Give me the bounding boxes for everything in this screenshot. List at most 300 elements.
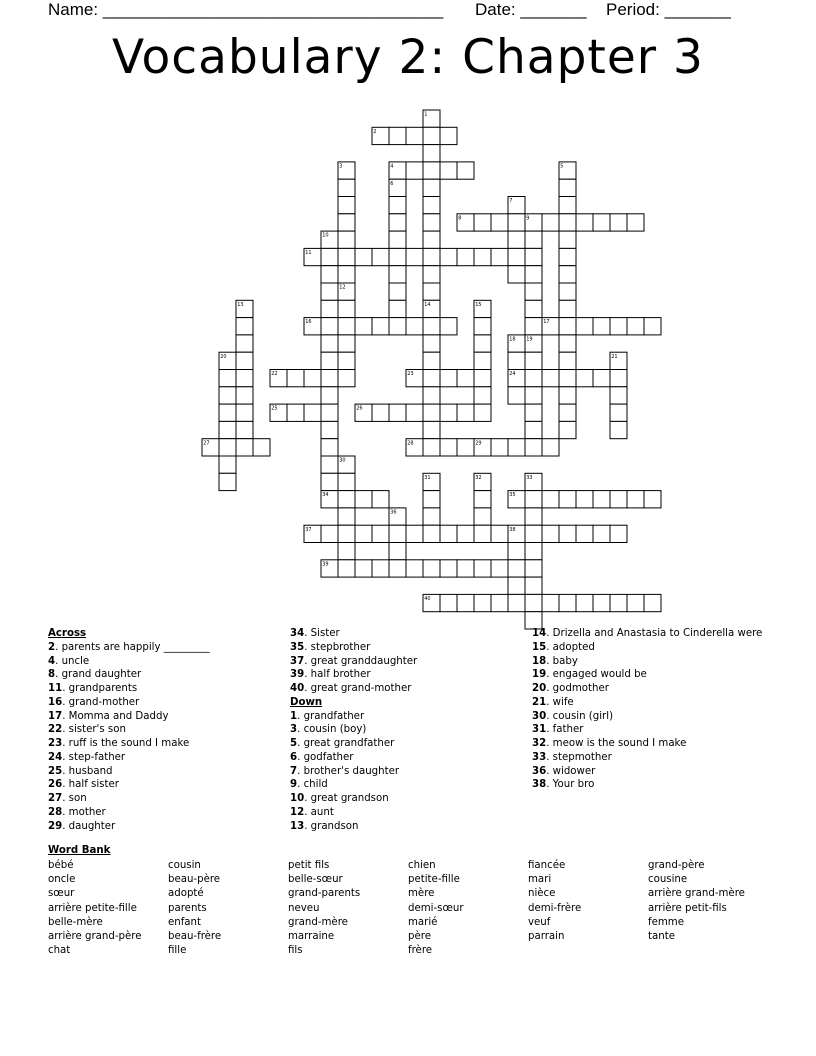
grid-cell[interactable] — [423, 162, 440, 179]
grid-cell[interactable] — [525, 283, 542, 300]
grid-cell[interactable] — [338, 543, 355, 560]
grid-cell[interactable] — [219, 456, 236, 473]
grid-cell[interactable] — [491, 248, 508, 265]
word-bank-word: sœur — [48, 888, 75, 900]
grid-cell[interactable] — [406, 560, 423, 577]
grid-cell[interactable] — [525, 266, 542, 283]
grid-cell[interactable] — [559, 214, 576, 231]
grid-cell[interactable] — [593, 214, 610, 231]
across-clue — [48, 820, 210, 834]
grid-cell[interactable] — [542, 214, 559, 231]
grid-cell[interactable] — [644, 318, 661, 335]
grid-cell[interactable] — [287, 404, 304, 421]
grid-cell[interactable] — [525, 560, 542, 577]
clue-text: . Drizella and Anastasia to Cinderella were — [546, 628, 763, 639]
grid-cell[interactable] — [389, 300, 406, 317]
grid-cell[interactable] — [287, 370, 304, 387]
grid-cell[interactable] — [389, 197, 406, 214]
grid-cell[interactable] — [559, 335, 576, 352]
grid-cell[interactable] — [406, 525, 423, 542]
grid-cell[interactable] — [304, 404, 321, 421]
down-clue — [532, 668, 762, 682]
grid-cell[interactable] — [406, 318, 423, 335]
grid-cell[interactable] — [219, 439, 236, 456]
grid-cell[interactable] — [542, 491, 559, 508]
grid-cell[interactable] — [593, 318, 610, 335]
grid-cell[interactable] — [440, 370, 457, 387]
grid-cell[interactable] — [389, 231, 406, 248]
grid-cell[interactable] — [338, 473, 355, 490]
grid-cell[interactable] — [423, 421, 440, 438]
clue-text: . uncle — [55, 655, 90, 667]
grid-cell[interactable] — [559, 179, 576, 196]
word-bank-word: arrière petit-fils — [648, 902, 727, 914]
grid-cell[interactable] — [644, 491, 661, 508]
grid-cell[interactable] — [355, 318, 372, 335]
grid-cell[interactable] — [338, 214, 355, 231]
grid-cell[interactable] — [423, 127, 440, 144]
clue-text: . grandson — [304, 820, 359, 832]
grid-cell[interactable] — [236, 439, 253, 456]
grid-cell[interactable] — [219, 404, 236, 421]
grid-cell[interactable] — [457, 525, 474, 542]
grid-cell[interactable] — [253, 439, 270, 456]
grid-cell[interactable] — [525, 594, 542, 611]
down-clue — [532, 655, 762, 669]
grid-cell[interactable] — [525, 491, 542, 508]
clue-number: 34 — [322, 492, 329, 499]
grid-cell[interactable] — [440, 525, 457, 542]
word-bank-word: arrière grand-mère — [648, 888, 745, 900]
word-bank-word: parents — [168, 902, 207, 914]
clue-number: 30 — [532, 710, 547, 722]
grid-cell[interactable] — [559, 525, 576, 542]
grid-cell[interactable] — [236, 335, 253, 352]
grid-cell[interactable] — [338, 197, 355, 214]
grid-cell[interactable] — [593, 491, 610, 508]
clue-number: 31 — [424, 474, 431, 481]
clue-number: 34 — [290, 628, 305, 639]
word-bank-word: chat — [48, 945, 71, 957]
grid-cell[interactable] — [338, 352, 355, 369]
grid-cell[interactable] — [321, 318, 338, 335]
grid-cell[interactable] — [338, 266, 355, 283]
grid-cell[interactable] — [627, 318, 644, 335]
grid-cell[interactable] — [559, 283, 576, 300]
clue-number: 29 — [48, 820, 63, 832]
grid-cell[interactable] — [372, 491, 389, 508]
grid-cell[interactable] — [559, 421, 576, 438]
grid-cell[interactable] — [525, 352, 542, 369]
grid-cell[interactable] — [321, 266, 338, 283]
grid-cell[interactable] — [423, 145, 440, 162]
grid-cell[interactable] — [559, 197, 576, 214]
grid-cell[interactable] — [321, 352, 338, 369]
grid-cell[interactable] — [559, 594, 576, 611]
across-clue — [48, 806, 210, 820]
grid-cell[interactable] — [423, 352, 440, 369]
grid-cell[interactable] — [219, 387, 236, 404]
grid-cell[interactable] — [440, 594, 457, 611]
grid-cell[interactable] — [491, 439, 508, 456]
clue-text: . half brother — [304, 669, 371, 681]
grid-cell[interactable] — [236, 421, 253, 438]
grid-cell[interactable] — [440, 248, 457, 265]
grid-cell[interactable] — [423, 491, 440, 508]
grid-cell[interactable] — [525, 404, 542, 421]
grid-cell[interactable] — [236, 318, 253, 335]
grid-cell[interactable] — [491, 594, 508, 611]
grid-cell[interactable] — [491, 214, 508, 231]
grid-cell[interactable] — [559, 404, 576, 421]
grid-cell[interactable] — [321, 439, 338, 456]
grid-cell[interactable] — [474, 404, 491, 421]
grid-cell[interactable] — [338, 300, 355, 317]
grid-cell[interactable] — [508, 439, 525, 456]
grid-cell[interactable] — [610, 404, 627, 421]
grid-cell[interactable] — [474, 525, 491, 542]
word-bank-word: mari — [528, 874, 552, 886]
grid-cell[interactable] — [593, 370, 610, 387]
grid-cell[interactable] — [389, 318, 406, 335]
grid-cell[interactable] — [525, 318, 542, 335]
grid-cell[interactable] — [423, 404, 440, 421]
grid-cell[interactable] — [508, 266, 525, 283]
grid-cell[interactable] — [423, 560, 440, 577]
clue-number: 17 — [543, 319, 550, 326]
grid-cell[interactable] — [355, 491, 372, 508]
grid-cell[interactable] — [423, 370, 440, 387]
grid-cell[interactable] — [576, 214, 593, 231]
clue-number: 12 — [339, 284, 346, 291]
grid-cell[interactable] — [321, 456, 338, 473]
grid-cell[interactable] — [321, 421, 338, 438]
grid-cell[interactable] — [559, 300, 576, 317]
grid-cell[interactable] — [559, 352, 576, 369]
grid-cell[interactable] — [508, 352, 525, 369]
grid-cell[interactable] — [559, 387, 576, 404]
grid-cell[interactable] — [236, 352, 253, 369]
grid-cell[interactable] — [610, 214, 627, 231]
grid-cell[interactable] — [389, 248, 406, 265]
grid-cell[interactable] — [627, 491, 644, 508]
clue-text: . cousin (boy) — [297, 724, 367, 736]
clue-text: . stepmother — [546, 751, 612, 763]
grid-cell[interactable] — [389, 404, 406, 421]
grid-cell[interactable] — [474, 370, 491, 387]
grid-cell[interactable] — [440, 560, 457, 577]
grid-cell[interactable] — [474, 560, 491, 577]
grid-cell[interactable] — [525, 248, 542, 265]
grid-cell[interactable] — [423, 214, 440, 231]
grid-cell[interactable] — [338, 370, 355, 387]
grid-cell[interactable] — [525, 508, 542, 525]
grid-cell[interactable] — [627, 594, 644, 611]
grid-cell[interactable] — [474, 214, 491, 231]
clue-text: . meow is the sound I make — [546, 738, 687, 749]
grid-cell[interactable] — [457, 560, 474, 577]
grid-cell[interactable] — [457, 594, 474, 611]
grid-cell[interactable] — [559, 266, 576, 283]
grid-cell[interactable] — [236, 387, 253, 404]
grid-cell[interactable] — [219, 473, 236, 490]
grid-cell[interactable] — [474, 491, 491, 508]
grid-cell[interactable] — [559, 231, 576, 248]
grid-cell[interactable] — [372, 525, 389, 542]
grid-cell[interactable] — [610, 318, 627, 335]
grid-cell[interactable] — [525, 577, 542, 594]
grid-cell[interactable] — [559, 318, 576, 335]
clue-number: 7 — [290, 765, 298, 777]
grid-cell[interactable] — [389, 127, 406, 144]
grid-cell[interactable] — [474, 508, 491, 525]
grid-cell[interactable] — [372, 248, 389, 265]
grid-cell[interactable] — [423, 508, 440, 525]
grid-cell[interactable] — [440, 162, 457, 179]
grid-cell[interactable] — [389, 560, 406, 577]
clue-text: . son — [62, 793, 87, 804]
grid-cell[interactable] — [321, 525, 338, 542]
clues-column-2 — [290, 627, 417, 833]
grid-cell[interactable] — [423, 318, 440, 335]
across-clue — [290, 627, 417, 641]
grid-cell[interactable] — [525, 421, 542, 438]
grid-cell[interactable] — [321, 370, 338, 387]
grid-cell[interactable] — [321, 283, 338, 300]
word-bank-word: oncle — [48, 874, 76, 886]
grid-cell[interactable] — [423, 387, 440, 404]
word-bank-column — [168, 859, 221, 958]
grid-cell[interactable] — [321, 300, 338, 317]
down-clue — [290, 765, 417, 779]
grid-cell[interactable] — [491, 560, 508, 577]
clue-number: 6 — [390, 180, 394, 187]
grid-cell[interactable] — [440, 318, 457, 335]
clue-text: . grandfather — [297, 710, 365, 722]
grid-cell[interactable] — [321, 473, 338, 490]
grid-cell[interactable] — [321, 248, 338, 265]
grid-cell[interactable] — [406, 248, 423, 265]
grid-cell[interactable] — [525, 300, 542, 317]
grid-cell[interactable] — [508, 387, 525, 404]
grid-cell[interactable] — [372, 318, 389, 335]
grid-cell[interactable] — [355, 560, 372, 577]
grid-cell[interactable] — [423, 248, 440, 265]
down-clue — [290, 710, 417, 724]
grid-cell[interactable] — [338, 491, 355, 508]
clue-number: 37 — [290, 655, 305, 667]
clue-text: . great grand-mother — [304, 683, 412, 694]
clue-number: 16 — [305, 319, 312, 326]
down-clue — [290, 806, 417, 820]
grid-cell[interactable] — [423, 283, 440, 300]
grid-cell[interactable] — [457, 248, 474, 265]
grid-cell[interactable] — [576, 594, 593, 611]
grid-cell[interactable] — [610, 525, 627, 542]
down-clue — [290, 820, 417, 834]
grid-cell[interactable] — [610, 491, 627, 508]
grid-cell[interactable] — [389, 283, 406, 300]
grid-cell[interactable] — [321, 404, 338, 421]
grid-cell[interactable] — [423, 525, 440, 542]
word-bank-word: demi-frère — [528, 902, 582, 914]
clue-number: 12 — [290, 806, 305, 818]
clues-column-1 — [48, 627, 210, 833]
name-field[interactable]: Name: ____________________________________ — [48, 0, 444, 19]
grid-cell[interactable] — [338, 508, 355, 525]
grid-cell[interactable] — [525, 231, 542, 248]
grid-cell[interactable] — [219, 370, 236, 387]
clue-text: . Momma and Daddy — [62, 710, 169, 722]
grid-cell[interactable] — [389, 214, 406, 231]
grid-cell[interactable] — [338, 248, 355, 265]
grid-cell[interactable] — [644, 594, 661, 611]
period-field[interactable]: Period: _______ — [606, 0, 731, 19]
grid-cell[interactable] — [457, 370, 474, 387]
grid-cell[interactable] — [321, 335, 338, 352]
word-bank-word: parrain — [528, 931, 565, 943]
grid-cell[interactable] — [304, 370, 321, 387]
grid-cell[interactable] — [338, 231, 355, 248]
grid-cell[interactable] — [457, 162, 474, 179]
clue-number: 39 — [322, 561, 329, 568]
date-field[interactable]: Date: _______ — [475, 0, 587, 19]
clue-number: 38 — [509, 526, 516, 533]
word-bank-word: bébé — [48, 860, 74, 871]
clue-text: . grand-mother — [62, 696, 140, 708]
clue-text: . engaged would be — [546, 669, 647, 681]
grid-cell[interactable] — [610, 594, 627, 611]
clue-text: . child — [297, 779, 328, 791]
clue-number: 4 — [390, 163, 394, 170]
clue-number: 13 — [237, 301, 244, 308]
grid-cell[interactable] — [576, 318, 593, 335]
word-bank-word: grand-père — [648, 860, 705, 871]
grid-cell[interactable] — [593, 525, 610, 542]
grid-cell[interactable] — [389, 543, 406, 560]
grid-cell[interactable] — [508, 577, 525, 594]
grid-cell[interactable] — [236, 404, 253, 421]
grid-cell[interactable] — [372, 404, 389, 421]
down-clue — [532, 627, 762, 641]
grid-cell[interactable] — [474, 248, 491, 265]
grid-cell[interactable] — [474, 318, 491, 335]
grid-cell[interactable] — [423, 179, 440, 196]
grid-cell[interactable] — [457, 439, 474, 456]
word-bank-word: petite-fille — [408, 874, 460, 886]
grid-cell[interactable] — [508, 214, 525, 231]
grid-cell[interactable] — [542, 370, 559, 387]
grid-cell[interactable] — [423, 231, 440, 248]
grid-cell[interactable] — [576, 370, 593, 387]
across-clue — [48, 655, 210, 669]
grid-cell[interactable] — [406, 404, 423, 421]
clue-number: 33 — [532, 751, 547, 763]
grid-cell[interactable] — [338, 179, 355, 196]
grid-cell[interactable] — [406, 162, 423, 179]
grid-cell[interactable] — [525, 525, 542, 542]
grid-cell[interactable] — [508, 231, 525, 248]
grid-cell[interactable] — [389, 266, 406, 283]
grid-cell[interactable] — [508, 248, 525, 265]
grid-cell[interactable] — [423, 335, 440, 352]
clue-number: 9 — [290, 779, 298, 791]
grid-cell[interactable] — [423, 439, 440, 456]
grid-cell[interactable] — [542, 525, 559, 542]
grid-cell[interactable] — [338, 318, 355, 335]
grid-cell[interactable] — [474, 335, 491, 352]
grid-cell[interactable] — [627, 214, 644, 231]
grid-cell[interactable] — [321, 387, 338, 404]
grid-cell[interactable] — [406, 127, 423, 144]
grid-cell[interactable] — [440, 127, 457, 144]
clue-number: 27 — [203, 440, 210, 447]
grid-cell[interactable] — [423, 197, 440, 214]
grid-cell[interactable] — [457, 404, 474, 421]
down-clue — [532, 765, 762, 779]
grid-cell[interactable] — [474, 387, 491, 404]
grid-cell[interactable] — [576, 491, 593, 508]
grid-cell[interactable] — [338, 525, 355, 542]
grid-cell[interactable] — [559, 248, 576, 265]
clue-number: 15 — [475, 301, 482, 308]
grid-cell[interactable] — [559, 370, 576, 387]
grid-cell[interactable] — [610, 387, 627, 404]
grid-cell[interactable] — [338, 335, 355, 352]
clue-number: 7 — [509, 198, 513, 205]
clue-number: 25 — [48, 765, 63, 777]
grid-cell[interactable] — [219, 421, 236, 438]
word-bank-word: nièce — [528, 888, 556, 900]
grid-cell[interactable] — [542, 594, 559, 611]
grid-cell[interactable] — [610, 421, 627, 438]
grid-cell[interactable] — [236, 370, 253, 387]
grid-cell[interactable] — [372, 560, 389, 577]
grid-cell[interactable] — [389, 525, 406, 542]
clue-number: 26 — [48, 779, 63, 791]
grid-cell[interactable] — [525, 370, 542, 387]
grid-cell[interactable] — [508, 594, 525, 611]
down-heading: Down — [290, 696, 323, 708]
clue-number: 19 — [532, 669, 547, 681]
grid-cell[interactable] — [542, 439, 559, 456]
grid-cell[interactable] — [440, 404, 457, 421]
grid-cell[interactable] — [508, 543, 525, 560]
grid-cell[interactable] — [525, 439, 542, 456]
grid-cell[interactable] — [474, 352, 491, 369]
grid-cell[interactable] — [440, 439, 457, 456]
grid-cell[interactable] — [525, 543, 542, 560]
grid-cell[interactable] — [593, 594, 610, 611]
word-bank-heading: Word Bank — [48, 845, 111, 856]
down-clue — [532, 778, 762, 792]
grid-cell[interactable] — [576, 525, 593, 542]
clue-text: . baby — [546, 655, 578, 667]
clue-number: 2 — [48, 641, 56, 653]
clue-number: 23 — [48, 738, 63, 749]
grid-cell[interactable] — [355, 248, 372, 265]
word-bank-word: adopté — [168, 888, 204, 900]
grid-cell[interactable] — [474, 594, 491, 611]
grid-cell[interactable] — [423, 266, 440, 283]
grid-cell[interactable] — [525, 387, 542, 404]
grid-cell[interactable] — [355, 525, 372, 542]
grid-cell[interactable] — [508, 560, 525, 577]
grid-cell[interactable] — [610, 370, 627, 387]
grid-cell[interactable] — [491, 525, 508, 542]
grid-cell[interactable] — [559, 491, 576, 508]
grid-cell[interactable] — [338, 560, 355, 577]
